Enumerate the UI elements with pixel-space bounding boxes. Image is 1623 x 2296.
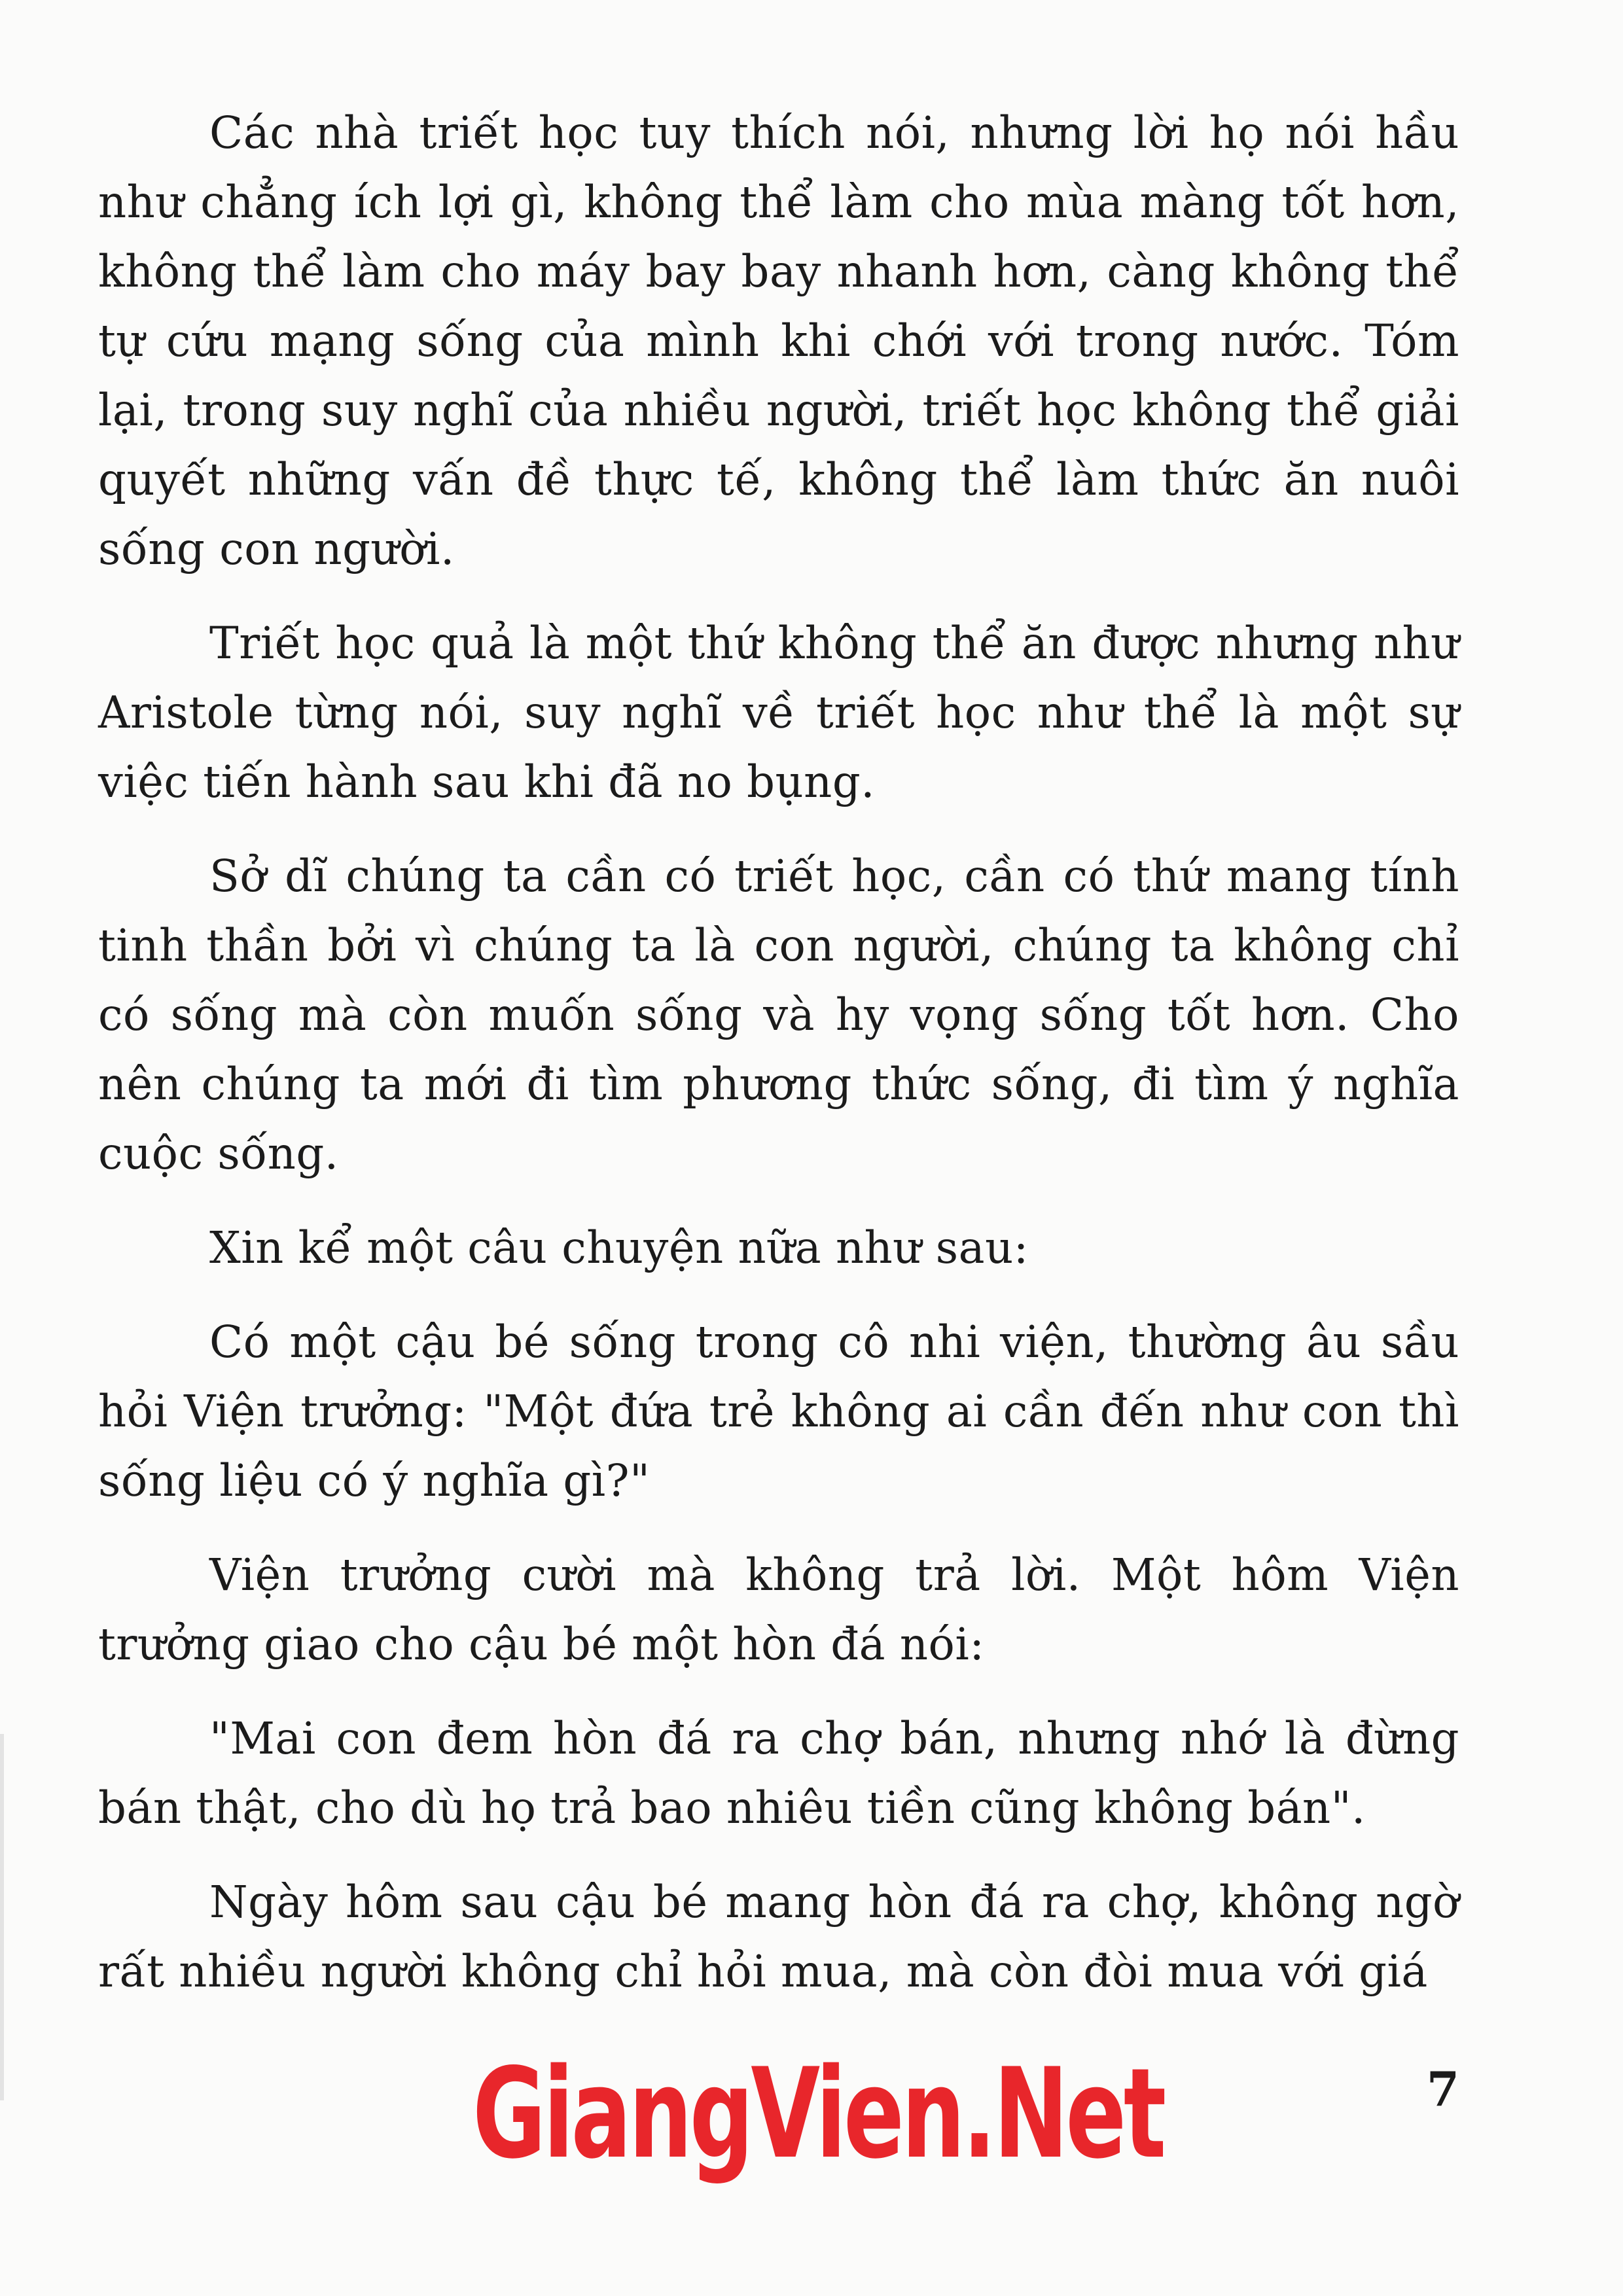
paragraph-8: Ngày hôm sau cậu bé mang hòn đá ra chợ, không ngờ rất nhiều người không chỉ hỏi mua, mà còn đòi mua với giá: [98, 1877, 1459, 1997]
page-body: [98, 98, 1459, 2031]
scan-edge-shadow: [0, 1734, 4, 2100]
paragraph-5: Có một cậu bé sống trong cô nhi viện, thường âu sầu hỏi Viện trưởng: "Một đứa trẻ không ai cần đến như con thì sống liệu có ý nghĩa gì?": [98, 1316, 1459, 1506]
page-number: 7: [1426, 2061, 1459, 2117]
paragraph-1: Các nhà triết học tuy thích nói, nhưng lời họ nói hầu như chẳng ích lợi gì, không thể làm cho mùa màng tốt hơn, không thể làm cho máy bay bay nhanh hơn, càng không thể tự cứu mạng sống của mình khi chới với trong nước. Tóm lại, trong suy nghĩ của nhiều người, triết học không thể giải quyết những vấn đề thực tế, không thể làm thức ăn nuôi sống con người.: [98, 107, 1459, 574]
paragraph-3: Sở dĩ chúng ta cần có triết học, cần có thứ mang tính tinh thần bởi vì chúng ta là con người, chúng ta không chỉ có sống mà còn muốn sống và hy vọng sống tốt hơn. Cho nên chúng ta mới đi tìm phương thức sống, đi tìm ý nghĩa cuộc sống.: [98, 851, 1459, 1179]
paragraph-2: Triết học quả là một thứ không thể ăn được nhưng như Aristole từng nói, suy nghĩ về triết học như thể là một sự việc tiến hành sau khi đã no bụng.: [98, 618, 1459, 807]
paragraph-7: "Mai con đem hòn đá ra chợ bán, nhưng nhớ là đừng bán thật, cho dù họ trả bao nhiêu tiền cũng không bán".: [98, 1713, 1459, 1833]
watermark-logo: GiangVien.Net: [473, 2041, 1164, 2186]
paragraph-4: Xin kể một câu chuyện nữa như sau:: [209, 1222, 1029, 1273]
paragraph-6: Viện trưởng cười mà không trả lời. Một hôm Viện trưởng giao cho cậu bé một hòn đá nói:: [98, 1549, 1459, 1670]
